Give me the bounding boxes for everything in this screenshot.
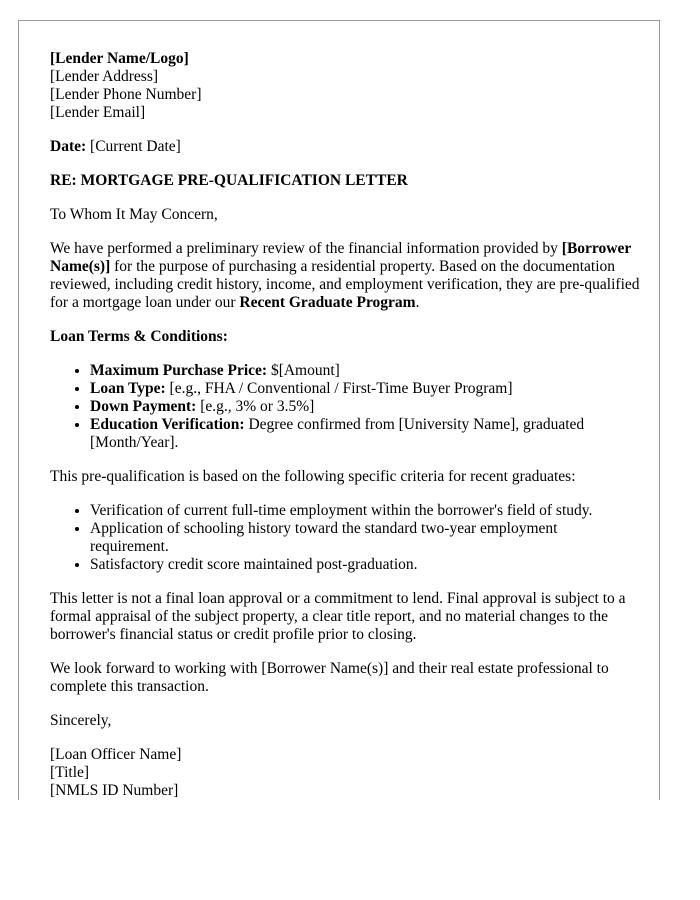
- borrower-name: [Borrower Name(s)]: [50, 240, 631, 275]
- lender-email: [Lender Email]: [50, 104, 146, 121]
- term-value: $[Amount]: [270, 362, 340, 379]
- letter-content: [50, 50, 640, 800]
- intro-part3: .: [415, 294, 420, 311]
- lender-phone: [Lender Phone Number]: [50, 86, 202, 103]
- letterhead: [50, 50, 640, 122]
- lender-name: [Lender Name/Logo]: [50, 50, 189, 67]
- officer-title: [Title]: [50, 764, 90, 781]
- program-name: Recent Graduate Program: [239, 294, 416, 311]
- term-value: [e.g., FHA / Conventional / First-Time Buyer Program]: [169, 380, 513, 397]
- letter-page: [18, 20, 660, 800]
- list-item: [90, 398, 640, 416]
- salutation: To Whom It May Concern,: [50, 206, 218, 223]
- term-value: Degree confirmed from [University Name], graduated [Month/Year].: [90, 416, 585, 451]
- signoff: Sincerely,: [50, 712, 112, 729]
- term-value: [e.g., 3% or 3.5%]: [200, 398, 315, 415]
- officer-name: [Loan Officer Name]: [50, 746, 182, 763]
- signature-block: [50, 746, 640, 800]
- list-item: • Satisfactory credit score maintained post-graduation.: [90, 556, 640, 574]
- date-label: Date:: [50, 138, 87, 155]
- term-label: Maximum Purchase Price:: [90, 362, 268, 379]
- date-line: [50, 138, 640, 156]
- intro-part2: for the purpose of purchasing a residential property. Based on the documentation reviewed, including credit history, income, and employment verification, they are pre-qualified for a mortgage loan under our: [50, 258, 640, 311]
- terms-heading-text: Loan Terms & Conditions:: [50, 328, 228, 345]
- disclaimer-paragraph: This letter is not a final loan approval or a commitment to lend. Final approval is subject to a formal appraisal of the subject property, a clear title report, and no material changes to the borrower's financial status or credit profile prior to closing.: [50, 590, 626, 643]
- date-value: [Current Date]: [90, 138, 181, 155]
- criteria-list: [50, 502, 640, 574]
- list-item: • Application of schooling history toward the standard two-year employment requirement.: [90, 520, 640, 556]
- terms-list: [50, 362, 640, 452]
- list-item: • Verification of current full-time employment within the borrower's field of study.: [90, 502, 640, 520]
- list-item: [90, 416, 640, 452]
- terms-heading: [50, 328, 640, 346]
- term-label: Loan Type:: [90, 380, 166, 397]
- list-item: [90, 362, 640, 380]
- lender-address: [Lender Address]: [50, 68, 159, 85]
- subject-text: RE: MORTGAGE PRE-QUALIFICATION LETTER: [50, 172, 408, 189]
- term-label: Down Payment:: [90, 398, 197, 415]
- closing-paragraph: We look forward to working with [Borrower Name(s)] and their real estate professional to complete this transaction.: [50, 660, 609, 695]
- subject-line: [50, 172, 640, 190]
- list-item: [90, 380, 640, 398]
- intro-part1: We have performed a preliminary review of the financial information provided by: [50, 240, 558, 257]
- nmls-id: [NMLS ID Number]: [50, 782, 179, 799]
- criteria-intro: This pre-qualification is based on the following specific criteria for recent graduates:: [50, 468, 576, 485]
- term-label: Education Verification:: [90, 416, 245, 433]
- intro-paragraph: [50, 240, 640, 312]
